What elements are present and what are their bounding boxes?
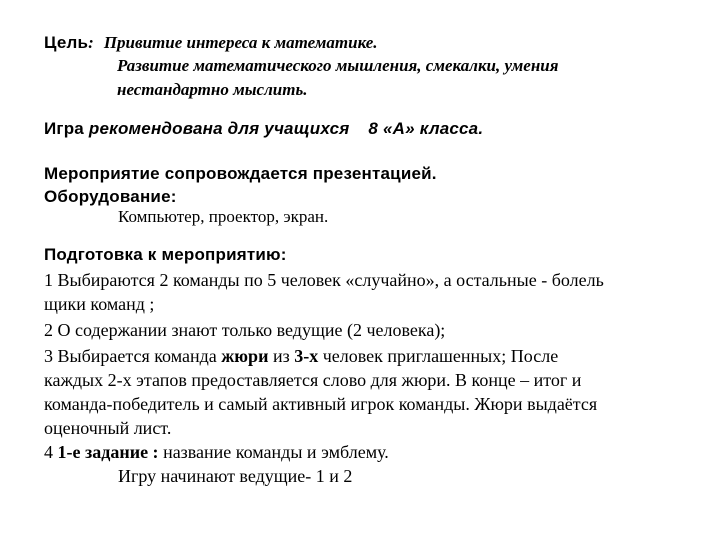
prep-item-4-task: 1-е задание :	[57, 442, 159, 462]
prep-item-3-jury: жюри	[221, 346, 269, 366]
prep-item-1-line-1: 1 Выбираются 2 команды по 5 человек «случайно», а остальные - болель	[44, 270, 604, 290]
prep-item-3-line-4: оценочный лист.	[44, 418, 172, 438]
prep-item-3-a: 3 Выбирается команда	[44, 346, 222, 366]
prep-item-3-line-2: каждых 2-х этапов предоставляется слово для жюри. В конце – итог и	[44, 370, 582, 390]
prep-item-3-c: из	[268, 346, 295, 366]
prep-item-3-line-1	[44, 346, 558, 367]
prep-item-1-line-2: щики команд ;	[44, 294, 155, 314]
goal-colon: :	[88, 33, 94, 52]
prep-item-4-text: название команды и эмблему.	[158, 442, 389, 462]
event-presentation: Мероприятие сопровождается презентацией.	[44, 164, 437, 183]
equipment-label: Оборудование:	[44, 187, 177, 206]
prep-item-3-line-3: команда-победитель и самый активный игрок команды. Жюри выдаётся	[44, 394, 598, 414]
game-text: рекомендована для учащихся	[88, 119, 350, 138]
prep-item-4-num: 4	[44, 442, 58, 462]
goal-label: Цель	[44, 33, 89, 52]
goal-line-1: Привитие интереса к математике.	[103, 33, 378, 52]
equipment-list: Компьютер, проектор, экран.	[118, 207, 329, 226]
goal-line-2: Развитие математического мышления, смекалки, умения	[117, 56, 559, 75]
prep-item-2: 2 О содержании знают только ведущие (2 человека);	[44, 320, 446, 340]
goal-line-3: нестандартно мыслить.	[117, 80, 308, 99]
game-grade: 8 «А» класса.	[368, 119, 484, 138]
prep-item-4-line-2: Игру начинают ведущие- 1 и 2	[118, 466, 353, 486]
game-recommendation	[44, 119, 483, 139]
game-prefix: Игра	[44, 119, 84, 138]
goal-heading	[44, 33, 378, 53]
prep-item-3-count: 3-х	[294, 346, 319, 366]
prep-heading: Подготовка к мероприятию:	[44, 245, 287, 264]
prep-item-4	[44, 442, 389, 463]
prep-item-3-e: человек приглашенных; После	[318, 346, 559, 366]
